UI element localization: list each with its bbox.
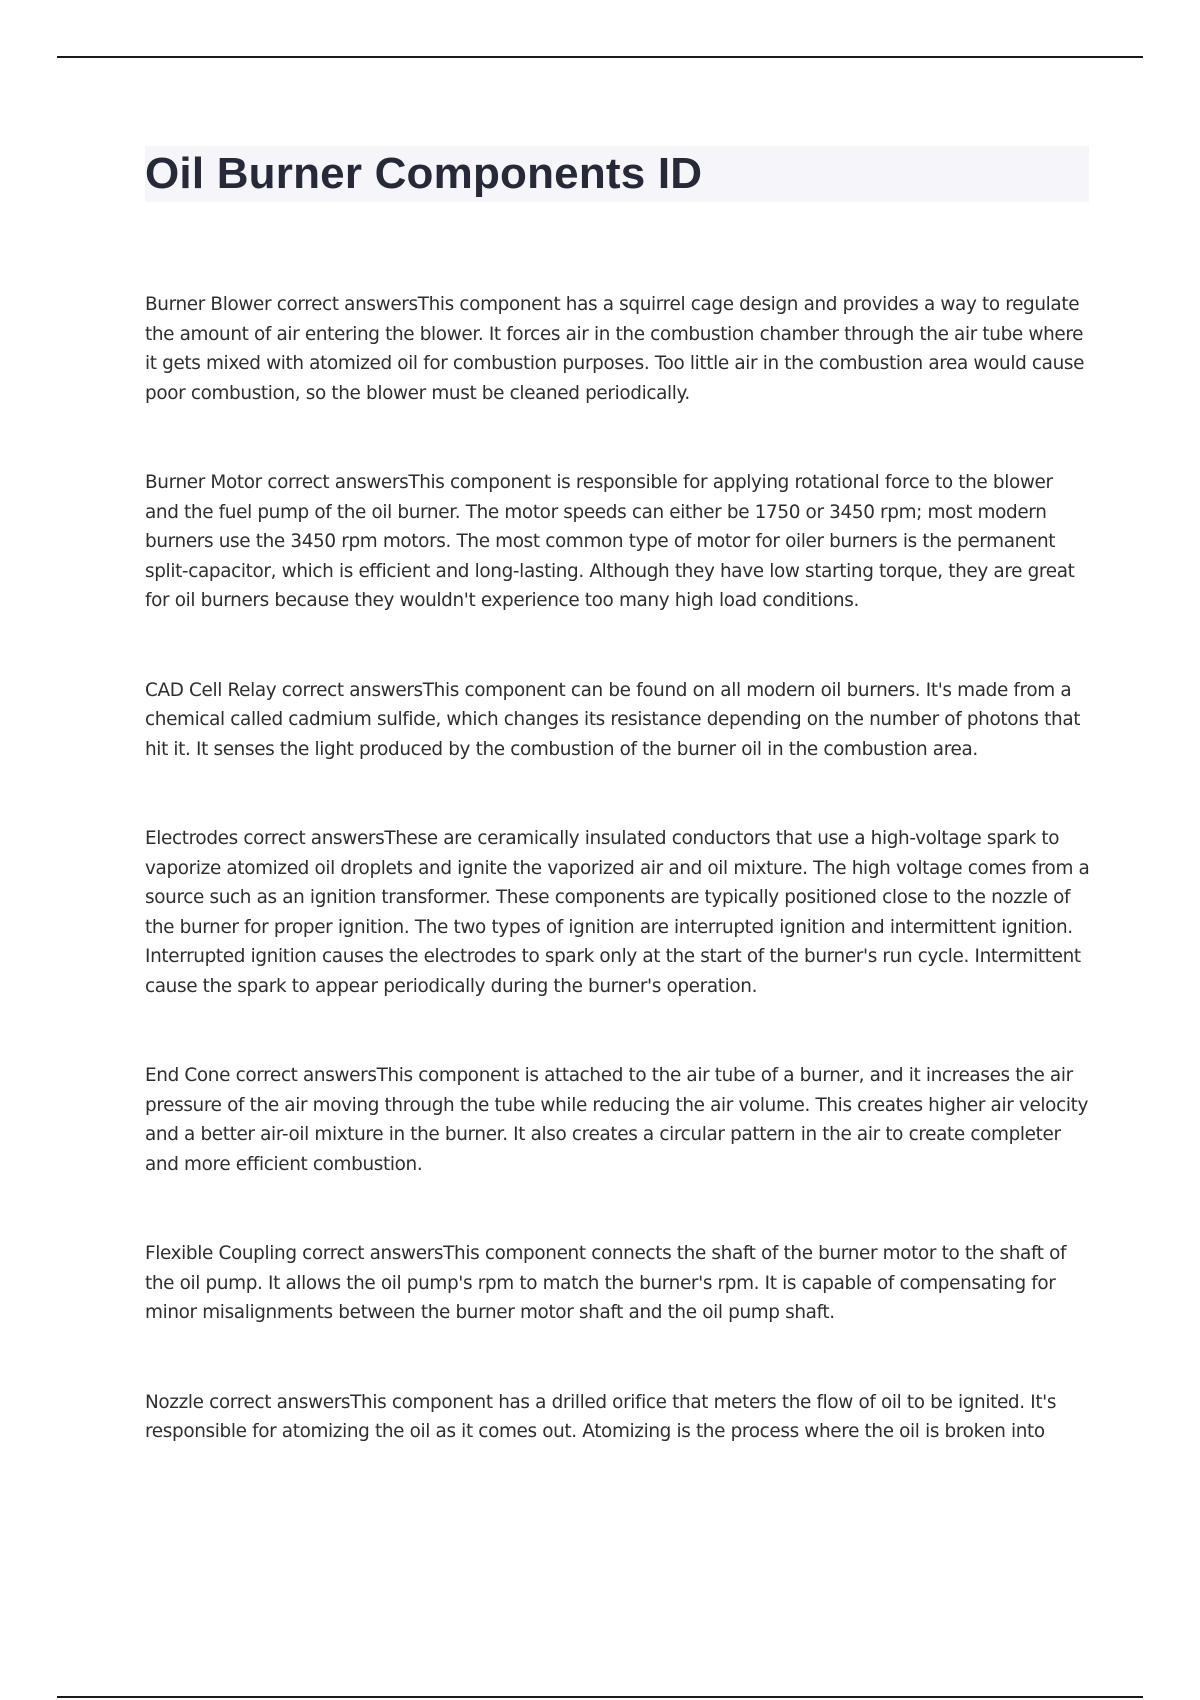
top-divider [57, 56, 1143, 58]
entry-marker: correct answers [302, 1243, 444, 1264]
entry-burner-motor [145, 468, 1090, 616]
entry-marker: correct answers [276, 294, 418, 315]
entry-marker: correct answers [209, 1391, 351, 1413]
entry-term: Burner Blower [145, 294, 272, 315]
entry-marker: correct answers [267, 472, 409, 493]
entry-flexible-coupling [145, 1239, 1090, 1328]
entry-electrodes [145, 824, 1090, 1001]
entry-term: Electrodes [145, 828, 238, 849]
entry-end-cone [145, 1061, 1090, 1179]
entry-term: Burner Motor [145, 472, 262, 493]
entry-definition: This component can be found on all modern oil burners. It's made from a chemical called cadmium sulfide, which changes its resistance depending on the number of photons that hit it. It senses the light produced by the combustion of the burner oil in the combustion area. [145, 679, 1081, 760]
entry-term: Flexible Coupling [145, 1243, 297, 1264]
entry-term: End Cone [145, 1065, 231, 1086]
entry-cad-cell-relay [145, 676, 1090, 765]
document-body [145, 146, 1090, 1507]
title-banner [145, 146, 1089, 202]
entry-term: Nozzle [145, 1391, 204, 1413]
entry-marker: correct answers [235, 1065, 377, 1086]
entry-definition: This component is responsible for applying rotational force to the blower and the fuel pump of the oil burner. The motor speeds can either be 1750 or 3450 rpm; most modern burners use the 3450 rpm motors. The most common type of motor for oiler burners is the permanent split-capacitor, which is efficient and long-lasting. Although they have low starting torque, they are great for oil burners because they wouldn't experience too many high load conditions. [145, 472, 1075, 611]
page-title: Oil Burner Components ID [145, 149, 703, 198]
entry-nozzle [145, 1388, 1090, 1447]
entry-marker: correct answers [281, 679, 423, 701]
entry-definition: This component connects the shaft of the burner motor to the shaft of the oil pump. It allows the oil pump's rpm to match the burner's rpm. It is capable of compensating for minor misalignments between the burner motor shaft and the oil pump shaft. [145, 1243, 1067, 1323]
entry-definition: This component has a drilled orifice that meters the flow of oil to be ignited. It's responsible for atomizing the oil as it comes out. Atomizing is the process where the oil is broken into [145, 1391, 1057, 1442]
entry-definition: This component is attached to the air tube of a burner, and it increases the air pressure of the air moving through the tube while reducing the air volume. This creates higher air velocity and a better air-oil mixture in the burner. It also creates a circular pattern in the air to create completer and more efficient combustion. [145, 1065, 1089, 1175]
entry-burner-blower [145, 290, 1090, 408]
entry-definition: This component has a squirrel cage design and provides a way to regulate the amount of air entering the blower. It forces air in the combustion chamber through the air tube where it gets mixed with atomized oil for combustion purposes. Too little air in the combustion area would cause poor combustion, so the blower must be cleaned periodically. [145, 294, 1085, 404]
entry-marker: correct answers [243, 828, 385, 849]
entry-term: CAD Cell Relay [145, 679, 277, 701]
bottom-divider [57, 1696, 1143, 1698]
entry-definition: These are ceramically insulated conductors that use a high-voltage spark to vaporize atomized oil droplets and ignite the vaporized air and oil mixture. The high voltage comes from a source such as an ignition transformer. These components are typically positioned close to the nozzle of the burner for proper ignition. The two types of ignition are interrupted ignition and intermittent ignition. Interrupted ignition causes the electrodes to spark only at the start of the burner's run cycle. Intermittent cause the spark to appear periodically during the burner's operation. [145, 828, 1090, 997]
